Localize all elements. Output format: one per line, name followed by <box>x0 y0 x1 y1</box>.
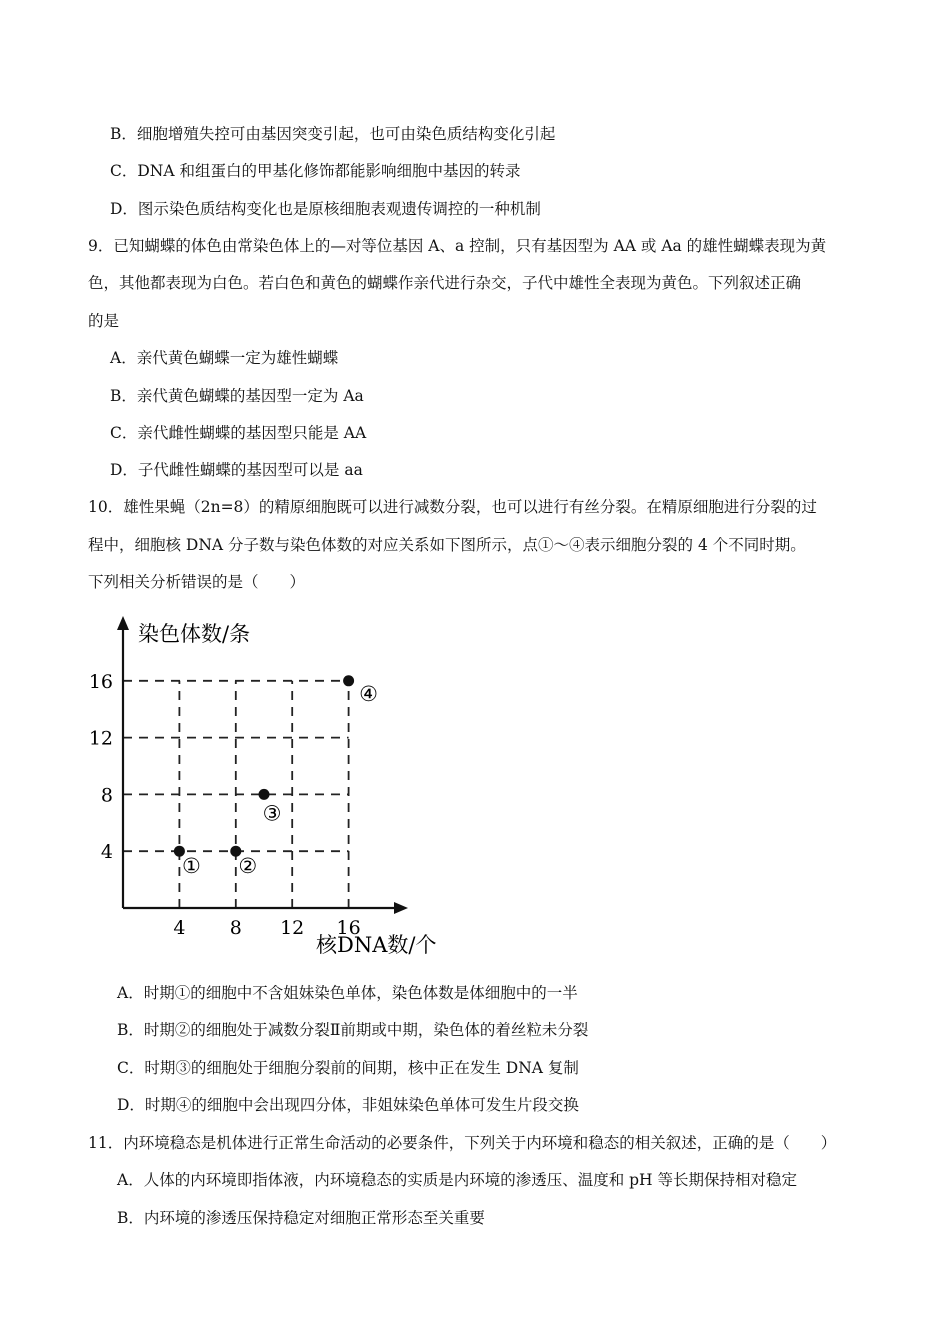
dna-chromosome-chart <box>88 612 448 962</box>
q10-option-c: C．时期③的细胞处于细胞分裂前的间期，核中正在发生 DNA 复制 <box>117 1059 579 1077</box>
x-axis-arrow <box>394 902 408 914</box>
q11-option-b: B．内环境的渗透压保持稳定对细胞正常形态至关重要 <box>117 1209 485 1227</box>
chart-svg <box>88 612 448 962</box>
q10-stem-line-3: 下列相关分析错误的是（ ） <box>88 573 306 591</box>
grid-lines <box>123 681 349 908</box>
x-axis-label: 核DNA数/个 <box>316 933 437 957</box>
x-tick-label-16: 16 <box>336 917 361 939</box>
option-d: D．图示染色质结构变化也是原核细胞表观遗传调控的一种机制 <box>110 200 541 218</box>
data-point-label-4: ④ <box>359 681 379 706</box>
x-tick-label-4: 4 <box>173 917 186 939</box>
y-tick-label-16: 16 <box>88 670 113 693</box>
q10-option-b: B．时期②的细胞处于减数分裂Ⅱ前期或中期，染色体的着丝粒未分裂 <box>117 1021 589 1039</box>
data-point-label-3: ③ <box>262 801 282 826</box>
q11-option-a: A．人体的内环境即指体液，内环境稳态的实质是内环境的渗透压、温度和 pH 等长期保持相对稳定 <box>117 1171 797 1189</box>
axes <box>117 616 408 914</box>
q10-option-d: D．时期④的细胞中会出现四分体，非姐妹染色单体可发生片段交换 <box>117 1096 579 1114</box>
q10-stem-line-2: 程中，细胞核 DNA 分子数与染色体数的对应关系如下图所示，点①～④表示细胞分裂的 4 个不同时期。 <box>88 536 806 554</box>
data-point-label-2: ② <box>238 854 258 879</box>
q9-option-b: B．亲代黄色蝴蝶的基因型一定为 Aa <box>110 387 364 405</box>
y-axis-label: 染色体数/条 <box>138 622 251 646</box>
x-tick-label-8: 8 <box>229 917 242 939</box>
q9-stem-line-3: 的是 <box>88 312 120 330</box>
option-c: C．DNA 和组蛋白的甲基化修饰都能影响细胞中基因的转录 <box>110 162 521 180</box>
data-points <box>174 675 378 878</box>
y-tick-label-12: 12 <box>88 727 113 750</box>
q9-stem-line-1: 9．已知蝴蝶的体色由常染色体上的—对等位基因 A、a 控制，只有基因型为 AA 或 Aa 的雄性蝴蝶表现为黄 <box>88 237 827 255</box>
q10-option-a: A．时期①的细胞中不含姐妹染色单体，染色体数是体细胞中的一半 <box>117 984 578 1002</box>
y-axis-arrow <box>117 616 129 630</box>
y-tick-label-4: 4 <box>100 841 113 864</box>
q9-option-c: C．亲代雌性蝴蝶的基因型只能是 AA <box>110 424 367 442</box>
data-point-label-1: ① <box>181 854 201 879</box>
data-point-3 <box>259 789 270 800</box>
q9-stem-line-2: 色，其他都表现为白色。若白色和黄色的蝴蝶作亲代进行杂交，子代中雄性全表现为黄色。下列叙述正确 <box>88 274 802 292</box>
option-b: B．细胞增殖失控可由基因突变引起，也可由染色质结构变化引起 <box>110 125 556 143</box>
q9-option-a: A．亲代黄色蝴蝶一定为雄性蝴蝶 <box>110 349 339 367</box>
q10-stem-line-1: 10．雄性果蝇（2n=8）的精原细胞既可以进行减数分裂，也可以进行有丝分裂。在精原细胞进行分裂的过 <box>88 498 817 516</box>
tick-labels <box>89 671 361 939</box>
q9-option-d: D．子代雌性蝴蝶的基因型可以是 aa <box>110 461 363 479</box>
y-tick-label-8: 8 <box>100 784 113 807</box>
data-point-4 <box>343 675 354 686</box>
q11-stem-line-1: 11．内环境稳态是机体进行正常生命活动的必要条件，下列关于内环境和稳态的相关叙述，正确的是（ ） <box>88 1134 837 1152</box>
x-tick-label-12: 12 <box>280 917 305 939</box>
